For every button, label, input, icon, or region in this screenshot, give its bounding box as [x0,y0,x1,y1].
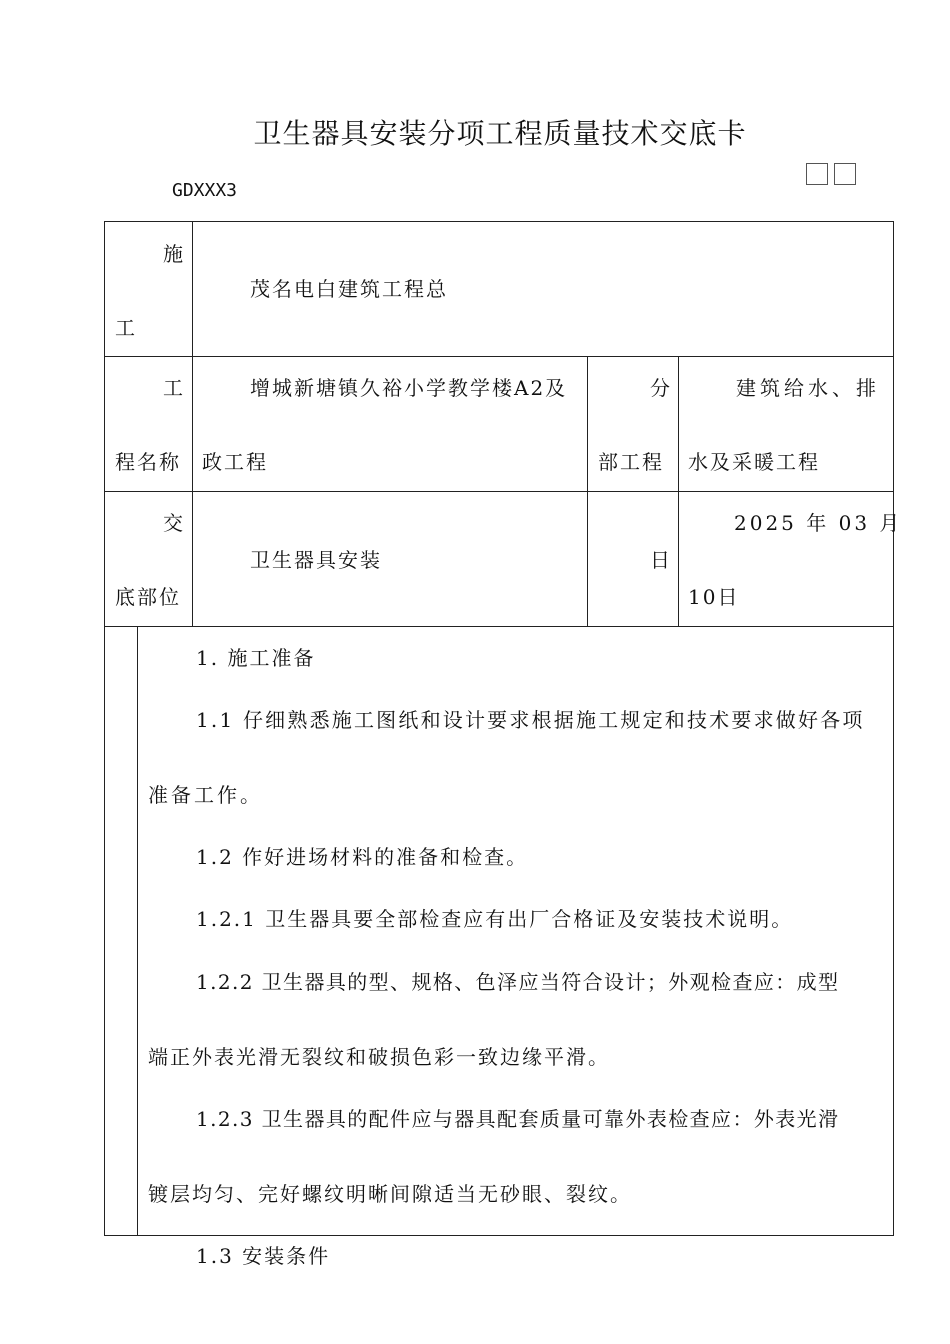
project-name-line1: 增城新塘镇久裕小学教学楼A2及 [250,376,568,400]
handover-part: 卫生器具安装 [250,548,382,572]
sub-project-label-b: 部工程 [598,450,664,474]
section-1-heading: 1. 施工准备 [196,646,316,670]
document-code: GDXXX3 [172,180,238,201]
sub-project-line1: 建筑给水、排 [736,376,880,400]
construction-unit: 茂名电白建筑工程总 [250,277,448,301]
section-1-2-2-line2: 端正外表光滑无裂纹和破损色彩一致边缘平滑。 [148,1045,610,1069]
section-1-2-2-line1: 1.2.2 卫生器具的型、规格、色泽应当符合设计；外观检查应：成型 [196,970,840,994]
date-label: 日 [650,548,672,572]
row3-label-a: 交 [163,511,185,535]
row1-label-b: 工 [115,316,137,340]
row2-label-a: 工 [163,376,185,400]
date-line1: 2025 年 03 月 [734,511,903,535]
row1-label-a: 施 [163,242,185,266]
project-name-line2: 政工程 [202,450,268,474]
section-1-2-1: 1.2.1 卫生器具要全部检查应有出厂合格证及安装技术说明。 [196,907,794,931]
row2-label-b: 程名称 [115,450,181,474]
section-1-1-line1: 1.1 仔细熟悉施工图纸和设计要求根据施工规定和技术要求做好各项 [196,708,865,732]
document-title: 卫生器具安装分项工程质量技术交底卡 [253,117,747,150]
section-1-1-line2: 准备工作。 [148,783,263,807]
section-1-3: 1.3 安装条件 [196,1244,331,1268]
section-1-2: 1.2 作好进场材料的准备和检查。 [196,845,529,869]
section-1-2-3-line2: 镀层均匀、完好螺纹明晰间隙适当无砂眼、裂纹。 [148,1182,632,1206]
date-line2: 10日 [688,585,740,609]
checkbox-2 [834,163,856,185]
sub-project-line2: 水及采暖工程 [688,450,820,474]
section-1-2-3-line1: 1.2.3 卫生器具的配件应与器具配套质量可靠外表检查应：外表光滑 [196,1107,840,1131]
row3-label-b: 底部位 [115,585,181,609]
sub-project-label-a: 分 [650,376,672,400]
checkbox-1 [806,163,828,185]
